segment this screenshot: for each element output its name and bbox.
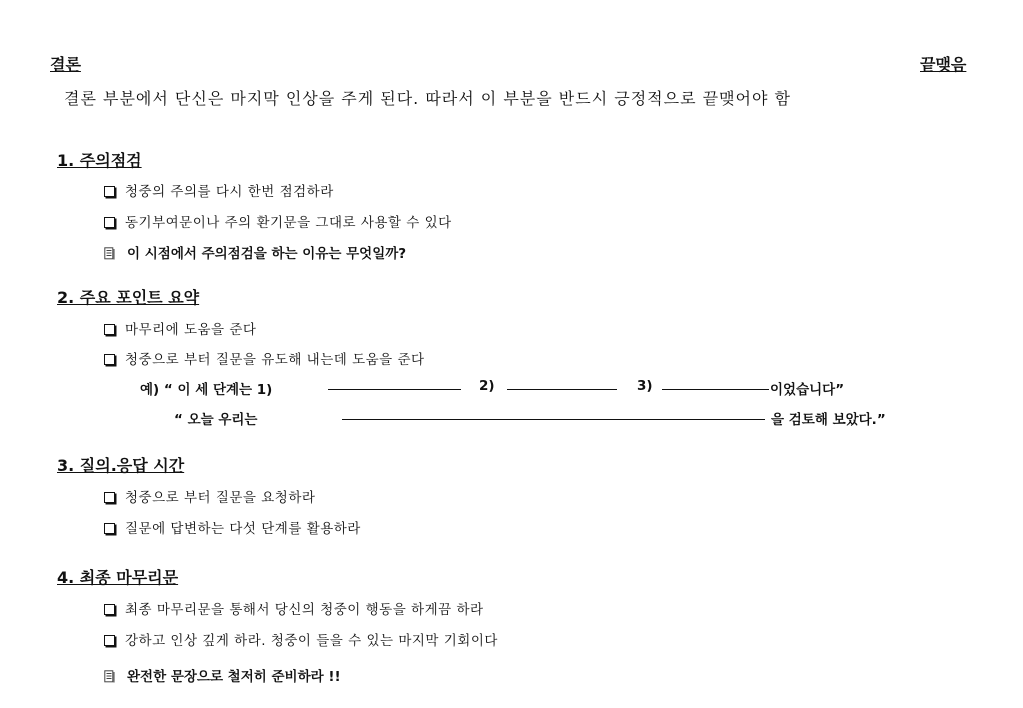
checkbox-icon: [104, 523, 115, 534]
checkbox-icon: [104, 604, 115, 615]
checkbox-icon: [104, 217, 115, 228]
example-line1-prefix: 예) “ 이 세 단계는 1): [140, 382, 273, 398]
section-3-title: 3. 질의.응답 시간: [57, 456, 185, 475]
blank-line-3: [662, 389, 769, 390]
section-4-title: 4. 최종 마무리문: [57, 568, 179, 587]
checkbox-icon: [104, 324, 115, 335]
list-item: 강하고 인상 깊게 하라. 청중이 들을 수 있는 마지막 기회이다: [104, 629, 498, 649]
section-2-title: 2. 주요 포인트 요약: [57, 288, 200, 307]
header-tag: 끝맺음: [920, 55, 967, 74]
note-item: 완전한 문장으로 철저히 준비하라 !!: [104, 665, 341, 685]
section-1-title: 1. 주의점검: [57, 151, 142, 170]
checkbox-icon: [104, 492, 115, 503]
example-line1-suffix: 이었습니다”: [770, 382, 845, 398]
intro-text: 결론 부분에서 단신은 마지막 인상을 주게 된다. 따라서 이 부분을 반드시 긍정적으로 끝맺어야 함: [64, 89, 791, 108]
list-item: 마무리에 도움을 준다: [104, 318, 256, 338]
blank-line-1: [328, 389, 461, 390]
example-marker-3: 3): [637, 378, 653, 394]
example-line2-prefix: “ 오늘 우리는: [174, 412, 258, 428]
example-marker-2: 2): [479, 378, 495, 394]
blank-line-4: [342, 419, 765, 420]
example-line2-suffix: 을 검토해 보았다.”: [771, 412, 886, 428]
checkbox-icon: [104, 635, 115, 646]
blank-line-2: [507, 389, 617, 390]
note-icon: [104, 670, 115, 683]
list-item: 청중으로 부터 질문을 요청하라: [104, 486, 315, 506]
list-item: 청중으로 부터 질문을 유도해 내는데 도움을 준다: [104, 348, 425, 368]
list-item: 질문에 답변하는 다섯 단계를 활용하라: [104, 517, 361, 537]
note-icon: [104, 247, 115, 260]
list-item: 동기부여문이나 주의 환기문을 그대로 사용할 수 있다: [104, 211, 452, 231]
header-title: 결론: [50, 55, 81, 74]
note-item: 이 시점에서 주의점검을 하는 이유는 무엇일까?: [104, 242, 406, 262]
checkbox-icon: [104, 354, 115, 365]
list-item: 청중의 주의를 다시 한번 점검하라: [104, 180, 334, 200]
list-item: 최종 마무리문을 통해서 당신의 청중이 행동을 하게끔 하라: [104, 598, 484, 618]
checkbox-icon: [104, 186, 115, 197]
